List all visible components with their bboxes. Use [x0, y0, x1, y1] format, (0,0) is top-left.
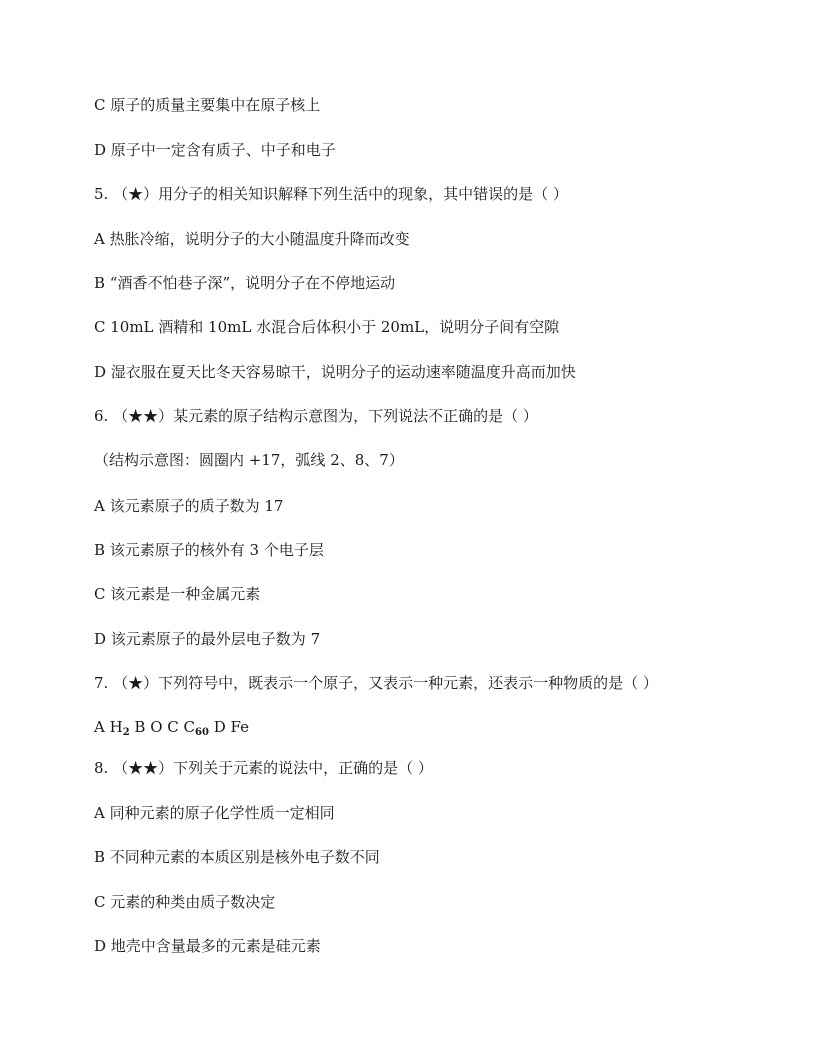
q4-option-c: C 原子的质量主要集中在原子核上	[94, 96, 321, 114]
question-6-stem: 6. （★★）某元素的原子结构示意图为，下列说法不正确的是（ ）	[94, 407, 538, 425]
q6-option-d: D 该元素原子的最外层电子数为 7	[94, 630, 321, 648]
q5-option-d: D 湿衣服在夏天比冬天容易晾干，说明分子的运动速率随温度升高而加快	[94, 363, 576, 381]
q8-option-d: D 地壳中含量最多的元素是硅元素	[94, 937, 321, 955]
q4-option-d: D 原子中一定含有质子、中子和电子	[94, 141, 336, 159]
q7-options	[94, 717, 774, 743]
h2-subscript: 2	[122, 727, 130, 738]
q8-option-a: A 同种元素的原子化学性质一定相同	[94, 804, 335, 822]
question-7-stem: 7. （★）下列符号中，既表示一个原子，又表示一种元素，还表示一种物质的是（ ）	[94, 674, 658, 692]
q5-option-c: C 10mL 酒精和 10mL 水混合后体积小于 20mL，说明分子间有空隙	[94, 318, 560, 336]
q6-option-c: C 该元素是一种金属元素	[94, 585, 261, 603]
q5-option-b: B “酒香不怕巷子深”，说明分子在不停地运动	[94, 274, 396, 292]
c60-subscript: 60	[195, 727, 209, 738]
q6-option-b: B 该元素原子的核外有 3 个电子层	[94, 541, 324, 559]
question-5-stem: 5. （★）用分子的相关知识解释下列生活中的现象，其中错误的是（ ）	[94, 185, 568, 203]
q7-option-b-c: B O C C	[129, 718, 196, 736]
q5-option-a: A 热胀冷缩，说明分子的大小随温度升降而改变	[94, 230, 410, 248]
q6-option-a: A 该元素原子的质子数为 17	[94, 497, 284, 515]
q7-option-d: D Fe	[208, 718, 249, 736]
q6-diagram-note: （结构示意图：圆圈内 +17，弧线 2、8、7）	[94, 451, 404, 469]
question-8-stem: 8. （★★）下列关于元素的说法中，正确的是（ ）	[94, 759, 433, 777]
q8-option-b: B 不同种元素的本质区别是核外电子数不同	[94, 848, 380, 866]
q7-option-a: A H	[94, 718, 123, 736]
q8-option-c: C 元素的种类由质子数决定	[94, 893, 276, 911]
